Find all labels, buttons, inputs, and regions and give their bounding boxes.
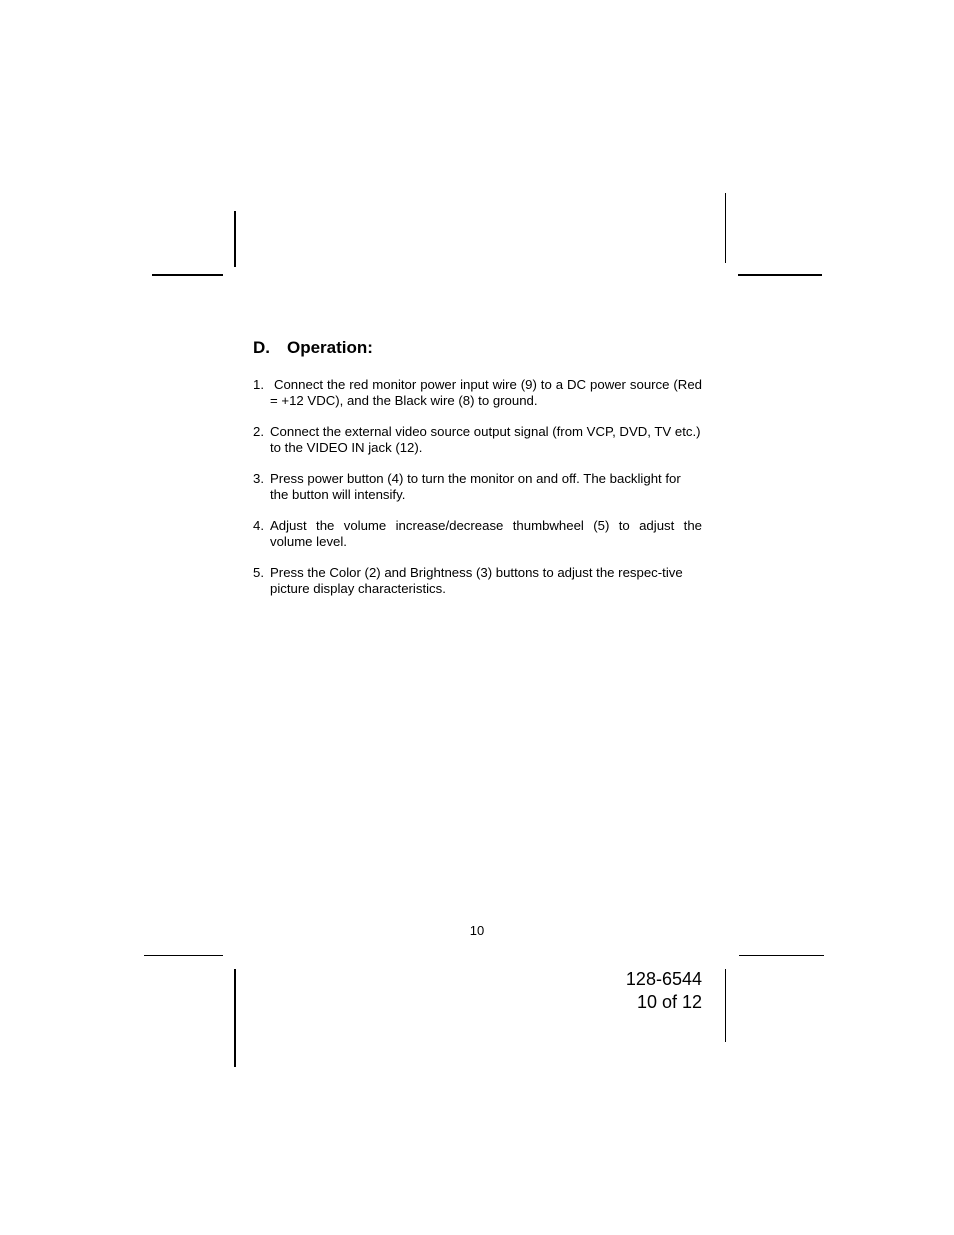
section-heading (253, 338, 373, 358)
step-number: 2. (253, 424, 264, 439)
step-number: 1. (253, 377, 264, 392)
operation-steps (253, 377, 706, 612)
crop-mark-top-left-vertical (234, 211, 236, 267)
crop-mark-bottom-right-vertical (725, 969, 726, 1042)
crop-mark-top-right-horizontal (738, 274, 822, 276)
section-title: Operation: (287, 338, 373, 357)
list-item (253, 518, 702, 550)
crop-mark-bottom-left-horizontal (144, 955, 223, 956)
step-text: Connect the red monitor power input wire (9) to a DC power source (Red = +12 VDC), and the Black wire (8) to ground. (270, 377, 706, 408)
step-number: 4. (253, 518, 264, 533)
crop-mark-top-left-horizontal (152, 274, 223, 276)
list-item (253, 565, 702, 597)
crop-mark-top-right-vertical (725, 193, 726, 263)
step-text: Adjust the volume increase/decrease thumbwheel (5) to adjust the volume level. (270, 518, 702, 549)
step-text: Press power button (4) to turn the monitor on and off. The backlight for the button will intensify. (270, 471, 681, 502)
section-letter: D. (253, 338, 270, 357)
step-number: 3. (253, 471, 264, 486)
document-number-block (540, 968, 702, 1014)
step-text: Press the Color (2) and Brightness (3) buttons to adjust the respec-tive picture display characteristics. (270, 565, 683, 596)
crop-mark-bottom-right-horizontal (739, 955, 824, 956)
document-id: 128-6544 (625, 969, 702, 989)
list-item (253, 471, 702, 503)
list-item (253, 424, 702, 456)
page-number: 10 (469, 923, 485, 938)
list-item (253, 377, 706, 409)
crop-mark-bottom-left-vertical (234, 969, 236, 1067)
document-page-count: 10 of 12 (636, 992, 702, 1012)
step-number: 5. (253, 565, 264, 580)
step-text: Connect the external video source output signal (from VCP, DVD, TV etc.) to the VIDEO IN jack (12). (270, 424, 701, 455)
